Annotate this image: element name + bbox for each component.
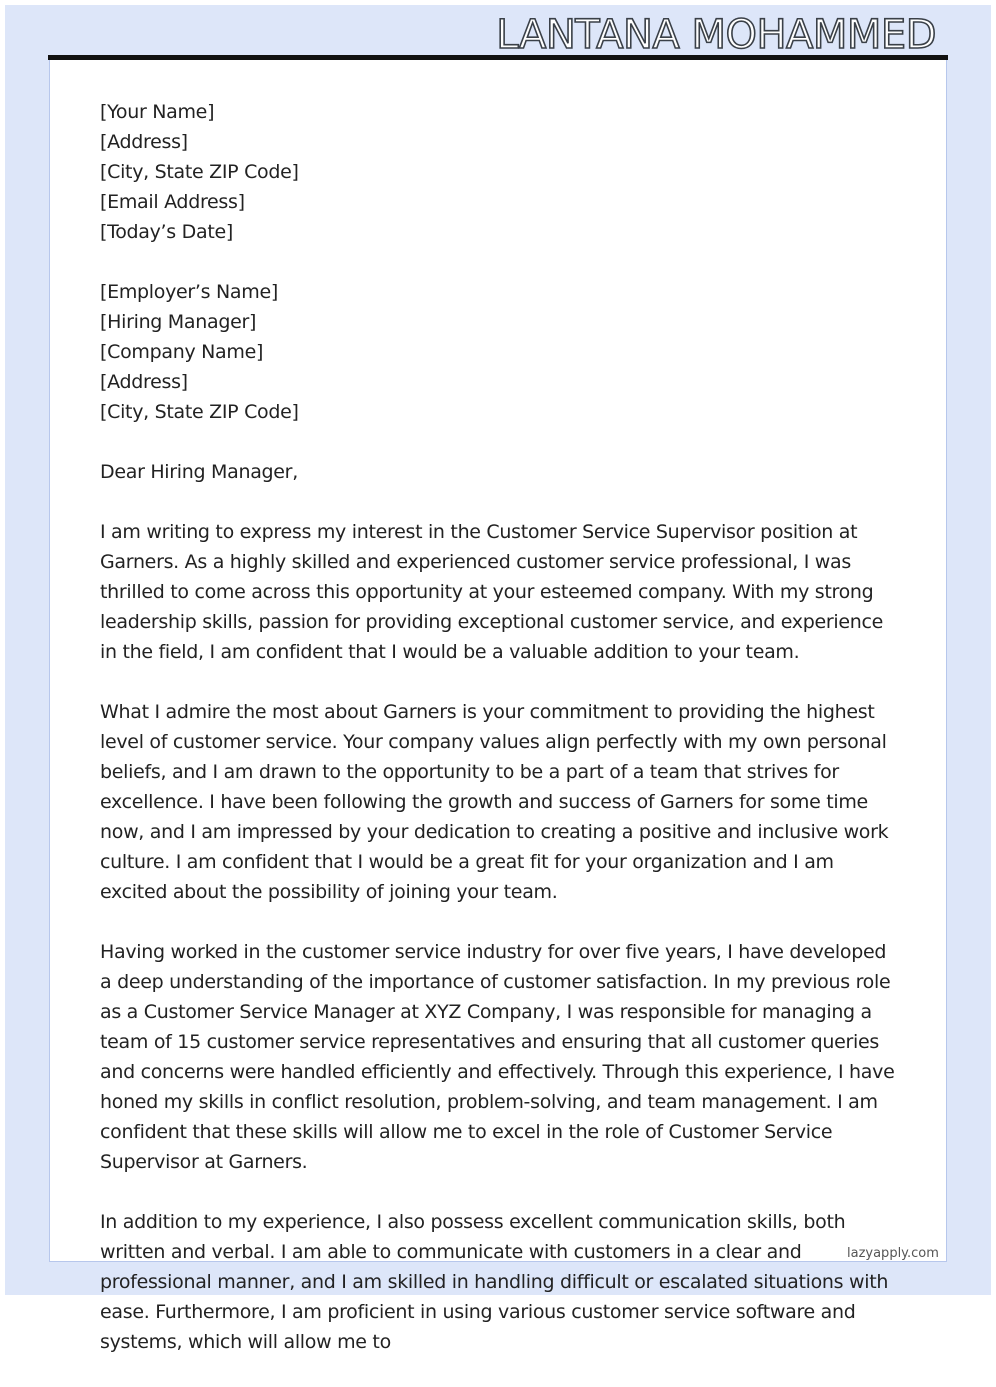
applicant-name-heading: LANTANA MOHAMMED <box>496 12 936 58</box>
cover-letter-body <box>100 97 900 1387</box>
recipient-employer-name: [Employer’s Name] <box>100 281 278 303</box>
recipient-hiring-manager: [Hiring Manager] <box>100 311 257 333</box>
body-paragraph-2: What I admire the most about Garners is your commitment to providing the highest level of customer service. Your company values align perfectly with my own personal beliefs, and I am drawn to the opportunity to be a part of a team that strives for excellence. I have been following the growth and success of Garners for some time now, and I am impressed by your dedication to creating a positive and inclusive work culture. I am confident that I would be a great fit for your organization and I am excited about the possibility of joining your team. <box>100 701 889 903</box>
sender-email: [Email Address] <box>100 191 245 213</box>
recipient-city-state-zip: [City, State ZIP Code] <box>100 401 299 423</box>
salutation: Dear Hiring Manager, <box>100 461 298 483</box>
sender-name: [Your Name] <box>100 101 215 123</box>
body-paragraph-3: Having worked in the customer service industry for over five years, I have developed a deep understanding of the importance of customer satisfaction. In my previous role as a Customer Service Manager at XYZ Company, I was responsible for managing a team of 15 customer service representatives and ensuring that all customer queries and concerns were handled efficiently and effectively. Through this experience, I have honed my skills in conflict resolution, problem-solving, and team management. I am confident that these skills will allow me to excel in the role of Customer Service Supervisor at Garners. <box>100 941 895 1173</box>
body-paragraph-1: I am writing to express my interest in the Customer Service Supervisor position at Garners. As a highly skilled and experienced customer service professional, I was thrilled to come across this opportunity at your esteemed company. With my strong leadership skills, passion for providing exceptional customer service, and experience in the field, I am confident that I would be a valuable addition to your team. <box>100 521 884 663</box>
sender-city-state-zip: [City, State ZIP Code] <box>100 161 299 183</box>
body-paragraph-4: In addition to my experience, I also possess excellent communication skills, both written and verbal. I am able to communicate with customers in a clear and professional manner, and I am skilled in handling difficult or escalated situations with ease. Furthermore, I am proficient in using various customer service software and systems, which will allow me to <box>100 1211 889 1353</box>
recipient-block <box>100 277 900 427</box>
sender-block <box>100 97 900 247</box>
watermark-link[interactable]: lazyapply.com <box>847 1246 939 1261</box>
sender-address: [Address] <box>100 131 188 153</box>
recipient-address: [Address] <box>100 371 188 393</box>
recipient-company-name: [Company Name] <box>100 341 264 363</box>
letter-date: [Today’s Date] <box>100 221 233 243</box>
